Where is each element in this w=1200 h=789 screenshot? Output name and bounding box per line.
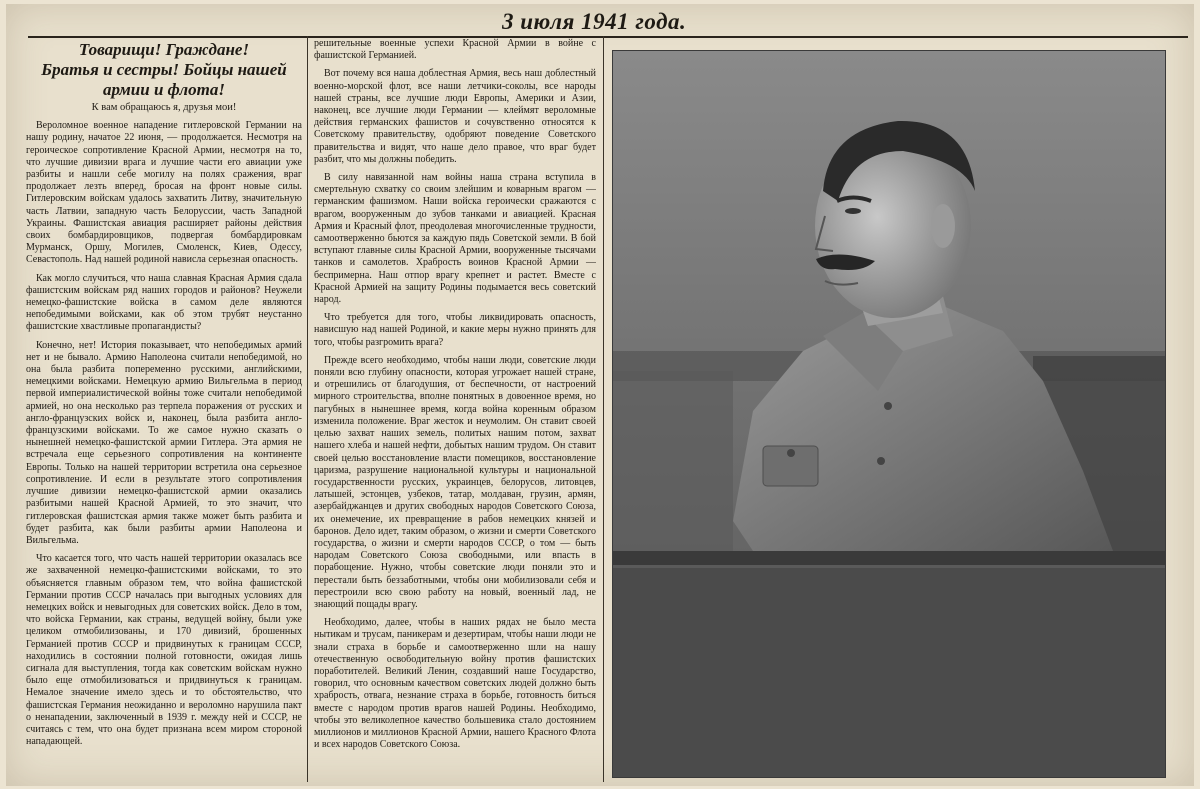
paragraph: Необходимо, далее, чтобы в наших рядах не было места нытикам и трусам, паникерам и дезертирам, чтобы наши люди не знали страха в борьбе и самоотверженно шли на нашу отечественную освободительную войну против фашистских поработителей. Великий Ленин, создавший наше Государство, говорил, что основным качеством советских людей должно быть храбрость, отвага, незнание страха в борьбе, готовность биться вместе с народом против врагов нашей Родины. Необходимо, чтобы это великолепное качество большевика стало достоянием миллионов и миллионов Красной Армии, нашего Красного Флота и всех народов Советского Союза. — [314, 617, 596, 751]
headline-line: Товарищи! Граждане! — [78, 40, 250, 59]
podium — [613, 551, 1165, 777]
paragraph: Прежде всего необходимо, чтобы наши люди, советские люди поняли всю глубину опасности, которая угрожает нашей стране, и отрешились от благодушия, от беспечности, от настроений мирного строительства, вполне понятных в довоенное время, но пагубных в нынешнее время, когда война коренным образом изменила положение. Враг жесток и неумолим. Он ставит своей целью захват наших земель, политых нашим потом, захват нашего хлеба и нашей нефти, добытых нашим трудом. Он ставит своей целью восстановление власти помещиков, восстановление царизма, разрушение национальной культуры и национальной государственности русских, украинцев, белорусов, литовцев, латышей, эстонцев, узбеков, татар, молдаван, грузин, армян, азербайджанцев и других свободных народов Советского Союза, их онемечение, их превращение в рабов немецких князей и баронов. Дело идет, таким образом, о жизни и смерти Советского государства, о жизни и смерти народов СССР, о том — быть народам Советского Союза свободными, или впасть в порабощение. Нужно, чтобы советские люди поняли это и перестали быть беззаботными, чтобы они мобилизовали себя и перестроили всю свою работу на новый, военный лад, не знающий пощады врагу. — [314, 354, 596, 610]
date-line: 3 июля 1941 года. — [502, 9, 687, 34]
paragraph: Что требуется для того, чтобы ликвидировать опасность, нависшую над нашей Родиной, и какие меры нужно принять для того, чтобы разгромить врага? — [314, 312, 596, 348]
top-rule — [28, 36, 1188, 38]
portrait-illustration — [613, 51, 1165, 777]
headline — [26, 40, 302, 100]
portrait-photo — [612, 50, 1166, 778]
paragraph: Как могло случиться, что наша славная Красная Армия сдала фашистским войскам ряд наших городов и районов? Неужели немецко-фашистские войска в самом деле являются непобедимыми войсками, как об этом трубят неустанно фашистские хвастливые пропагандисты? — [26, 272, 302, 333]
column-divider — [307, 36, 308, 782]
subheadline: К вам обращаюсь я, друзья мои! — [91, 102, 237, 113]
paragraph: Вот почему вся наша доблестная Армия, весь наш доблестный военно-морской флот, все наши летчики-соколы, все народы нашей страны, все лучшие люди Европы, Америки и Азии, наконец, все лучшие люди Германии — клеймят вероломные действия германских фашистов и сочувственно относятся к Советскому правительству, одобряют поведение Советского правительства и видят, что наше дело правое, что враг будет разбит, что мы должны победить. — [314, 68, 596, 165]
headline-line: армии и флота! — [103, 80, 225, 99]
paragraph: Что касается того, что часть нашей территории оказалась все же захваченной немецко-фашистскими войсками, то это объясняется главным образом тем, что война фашистской Германии против СССР началась при выгодных условиях для немецких войск и невыгодных для советских войск. Дело в том, что войска Германии, как страны, ведущей войну, были уже целиком отмобилизованы, и 170 дивизий, брошенных Германией против СССР и придвинутых к границам СССР, находились в состоянии полной готовности, ожидая лишь сигнала для выступления, тогда как советским войскам нужно было еще отмобилизоваться и придвинуться к границам. Немалое значение имело здесь и то обстоятельство, что фашистская Германия неожиданно и вероломно нарушила пакт о ненападении, заключенный в 1939 г. между ней и СССР, не считаясь с тем, что она будет признана всем миром стороной нападающей. — [26, 553, 302, 748]
headline-line: Братья и сестры! Бойцы нашей — [41, 60, 287, 79]
paragraph: Конечно, нет! История показывает, что непобедимых армий нет и не бывало. Армию Наполеона считали непобедимой, но она была разбита попеременно русскими, английскими, немецкими войсками. Немецкую армию Вильгельма в период первой империалистической войны тоже считали непобедимой армией, но она несколько раз терпела поражения от русских и англо-французских войск и, наконец, была разбита англо-французскими войсками. То же самое нужно сказать о нынешней немецко-фашистской армии Гитлера. Эта армия не встречала еще серьезного сопротивления на континенте Европы. Только на нашей территории встретила она серьезное сопротивление. И если в результате этого сопротивления лучшие дивизии немецко-фашистской армии оказались разбитыми нашей Красной Армией, то это значит, что гитлеровская фашистская армия также может быть разбита и будет разбита, как были разбиты армии Наполеона и Вильгельма. — [26, 339, 302, 546]
article-column-1 — [26, 40, 302, 782]
paragraph: Вероломное военное нападение гитлеровской Германии на нашу родину, начатое 22 июня, — продолжается. Несмотря на героическое сопротивление Красной Армии, несмотря на то, что лучшие дивизии врага и лучшие части его авиации уже разбиты и нашли себе могилу на полях сражения, враг продолжает лезть вперед, бросая на фронт новые силы. Гитлеровским войскам удалось захватить Литву, значительную часть Латвии, западную часть Белоруссии, часть Западной Украины. Фашистская авиация расширяет районы действия своих бомбардировщиков, подвергая бомбардировкам Мурманск, Оршу, Могилев, Смоленск, Киев, Одессу, Севастополь. Над нашей родиной нависла серьезная опасность. — [26, 120, 302, 266]
paragraph: решительные военные успехи Красной Армии в войне с фашистской Германией. — [314, 38, 596, 62]
article-column-2 — [314, 38, 596, 782]
column-divider — [603, 36, 604, 782]
paragraph: В силу навязанной нам войны наша страна вступила в смертельную схватку со своим злейшим и коварным врагом — германским фашизмом. Наши войска героически сражаются с врагом, вооруженным до зубов танками и авиацией. Красная Армия и Красный флот, преодолевая многочисленные трудности, самоотверженно бьются за каждую пядь Советской земли. В бой вступают главные силы Красной Армии, вооруженные тысячами танков и самолетов. Храбрость воинов Красной Армии — беспримерна. Наш отпор врагу крепнет и растет. Вместе с Красной Армией на защиту Родины подымается весь советский народ. — [314, 172, 596, 306]
